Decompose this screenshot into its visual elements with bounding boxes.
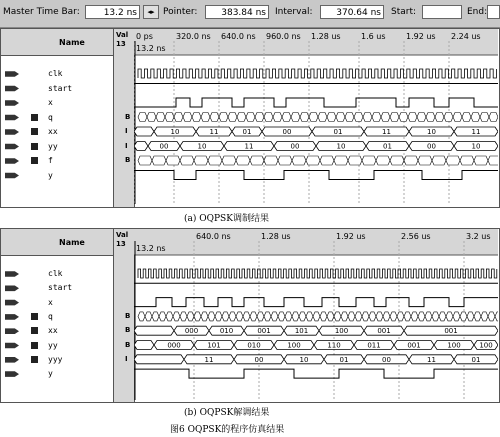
yy-value: 10 — [471, 142, 481, 151]
time-tick-label: 1.92 us — [406, 32, 436, 41]
f-segment — [138, 156, 152, 165]
q-segment — [156, 113, 165, 122]
q-segment — [192, 113, 201, 122]
master-time-bar — [0, 0, 500, 28]
q-segment — [444, 113, 453, 122]
signal-name: xx — [48, 127, 58, 136]
q-segment — [341, 312, 348, 321]
signal-name: yy — [48, 340, 58, 350]
q-segment — [215, 312, 222, 321]
figure-caption: 图6 OQPSK的程序仿真结果 — [170, 425, 285, 435]
value-header: Val — [116, 231, 129, 239]
q-segment — [467, 312, 474, 321]
time-tick-label: 2.24 us — [451, 32, 481, 41]
time-tick-label: 1.28 us — [261, 232, 291, 241]
signal-pin-icon — [5, 270, 19, 278]
q-segment — [264, 312, 271, 321]
q-segment — [183, 113, 192, 122]
yy-segment — [134, 142, 148, 151]
q-segment — [237, 113, 246, 122]
q-segment — [336, 113, 345, 122]
time-tick-label: 320.0 ns — [176, 32, 211, 41]
expand-bus-icon[interactable] — [31, 114, 38, 121]
signal-pin-icon — [5, 114, 19, 122]
signal-row-y[interactable] — [1, 169, 134, 183]
q-segment — [273, 113, 282, 122]
xx-value: 11 — [382, 128, 391, 136]
q-segment — [138, 312, 145, 321]
q-segment — [264, 113, 273, 122]
q-segment — [411, 312, 418, 321]
xx-value: 11 — [209, 128, 219, 136]
x-waveform — [134, 298, 498, 307]
xx-value: 10 — [170, 128, 180, 136]
q-segment — [345, 113, 354, 122]
signal-radix: B — [125, 311, 131, 320]
q-segment — [246, 113, 255, 122]
q-segment — [390, 312, 397, 321]
signal-name: y — [48, 170, 53, 180]
q-segment — [418, 312, 425, 321]
q-segment — [381, 113, 390, 122]
signal-name: clk — [48, 69, 63, 78]
f-segment — [250, 156, 264, 165]
signal-name: x — [48, 98, 53, 107]
yy-value: 100 — [287, 341, 301, 350]
q-segment — [488, 312, 495, 321]
signal-name: yyy — [48, 354, 63, 364]
q-segment — [228, 113, 237, 122]
y-waveform — [134, 171, 498, 180]
yyy-value: 01 — [339, 355, 349, 364]
q-segment — [327, 312, 334, 321]
q-segment — [313, 312, 320, 321]
xx-value: 11 — [471, 128, 481, 136]
signal-row-xx[interactable] — [1, 324, 134, 338]
q-segment — [210, 113, 219, 122]
q-segment — [408, 113, 417, 122]
q-segment — [489, 113, 498, 122]
q-segment — [383, 312, 390, 321]
signal-pin-icon — [5, 128, 19, 136]
caption-b: (b) OQPSK解调结果 — [184, 408, 270, 418]
f-segment — [376, 156, 390, 165]
signal-name: q — [48, 112, 53, 122]
q-segment — [397, 312, 404, 321]
signal-row-start[interactable] — [1, 281, 134, 295]
signal-radix: B — [125, 156, 131, 164]
name-column-header: Name — [1, 229, 113, 256]
time-spin-button[interactable]: ◂▸ — [143, 5, 159, 19]
q-segment — [446, 312, 453, 321]
signal-pin-icon — [5, 99, 19, 107]
q-segment — [435, 113, 444, 122]
cursor-label: 13.2 ns — [136, 44, 166, 53]
f-segment — [236, 156, 250, 165]
signal-pin-icon — [5, 370, 19, 378]
master-time-field[interactable]: 13.2 ns — [85, 5, 140, 19]
q-segment — [355, 312, 362, 321]
signal-row-yyy[interactable] — [1, 353, 134, 367]
caption-a: (a) OQPSK调制结果 — [184, 214, 269, 224]
f-segment — [208, 156, 222, 165]
q-segment — [285, 312, 292, 321]
yy-value: 10 — [197, 142, 207, 151]
signal-row-x[interactable] — [1, 296, 134, 310]
q-segment — [187, 312, 194, 321]
q-segment — [453, 312, 460, 321]
q-segment — [250, 312, 257, 321]
value-sub: 13 — [116, 40, 126, 48]
value-sub: 13 — [116, 240, 126, 248]
x-waveform — [134, 98, 498, 107]
interval-field[interactable]: 370.64 ns — [320, 5, 384, 19]
f-segment — [166, 156, 180, 165]
clk-waveform — [138, 69, 496, 78]
q-segment — [369, 312, 376, 321]
yy-segment — [134, 341, 154, 350]
q-segment — [480, 113, 489, 122]
q-segment — [453, 113, 462, 122]
f-segment — [390, 156, 404, 165]
signal-pin-icon — [5, 70, 19, 78]
time-tick-label: 960.0 ns — [266, 32, 301, 41]
q-segment — [495, 312, 498, 321]
expand-bus-icon[interactable] — [31, 327, 38, 334]
time-tick-label: 1.28 us — [311, 32, 341, 41]
waveform-panel-b — [0, 228, 500, 403]
signal-row-y[interactable] — [1, 367, 134, 381]
q-segment — [147, 113, 156, 122]
xx-value: 01 — [333, 128, 343, 136]
signal-name: clk — [48, 269, 63, 278]
signal-pin-icon — [5, 327, 19, 335]
signal-row-xx[interactable] — [1, 125, 134, 139]
yy-value: 001 — [407, 341, 421, 350]
q-segment — [417, 113, 426, 122]
q-segment — [180, 312, 187, 321]
q-segment — [165, 113, 174, 122]
timescale-bar — [134, 229, 498, 255]
signal-pin-icon — [5, 313, 19, 321]
q-segment — [460, 312, 467, 321]
q-segment — [425, 312, 432, 321]
q-segment — [471, 113, 480, 122]
cursor-label: 13.2 ns — [136, 244, 166, 253]
yy-value: 11 — [244, 142, 254, 151]
q-segment — [166, 312, 173, 321]
signal-pin-icon — [5, 342, 19, 350]
expand-bus-icon[interactable] — [31, 143, 38, 150]
clk-waveform — [138, 269, 497, 278]
yy-value: 101 — [207, 341, 221, 350]
yyy-value: 00 — [254, 355, 264, 364]
time-tick-label: 640.0 ns — [196, 232, 231, 241]
signal-row-start[interactable] — [1, 82, 134, 96]
f-segment — [278, 156, 292, 165]
signal-row-yy[interactable] — [1, 140, 134, 154]
q-segment — [201, 113, 210, 122]
xx-value: 001 — [377, 327, 391, 336]
q-segment — [474, 312, 481, 321]
expand-bus-icon[interactable] — [31, 313, 38, 320]
f-segment — [152, 156, 166, 165]
signal-pin-icon — [5, 157, 19, 165]
f-segment — [488, 156, 498, 165]
start-field[interactable] — [422, 5, 462, 19]
f-segment — [222, 156, 236, 165]
yy-value: 01 — [383, 142, 392, 151]
q-segment — [300, 113, 309, 122]
signal-row-q[interactable] — [1, 111, 134, 125]
yyy-segment — [134, 355, 184, 364]
pointer-label: Pointer: — [163, 7, 198, 17]
time-tick-label: 1.6 us — [361, 32, 386, 41]
master-time-bar-label: Master Time Bar: — [3, 7, 80, 17]
signal-radix: B — [125, 326, 131, 335]
f-segment — [320, 156, 334, 165]
yy-value: 00 — [427, 142, 436, 151]
xx-value: 001 — [257, 327, 271, 336]
q-segment — [243, 312, 250, 321]
q-segment — [334, 312, 341, 321]
expand-bus-icon[interactable] — [31, 342, 38, 349]
q-segment — [327, 113, 336, 122]
q-segment — [299, 312, 306, 321]
signal-radix: I — [125, 354, 128, 363]
q-segment — [309, 113, 318, 122]
xx-value: 010 — [219, 327, 234, 336]
f-segment — [404, 156, 418, 165]
f-segment — [292, 156, 306, 165]
waveform-area-a[interactable] — [134, 29, 498, 205]
pointer-field[interactable]: 383.84 ns — [205, 5, 269, 19]
f-segment — [348, 156, 362, 165]
xx-value: 01 — [242, 128, 252, 136]
f-segment — [446, 156, 460, 165]
signal-row-clk[interactable] — [1, 267, 134, 281]
q-segment — [138, 113, 147, 122]
time-tick-label: 2.56 us — [401, 232, 431, 241]
q-segment — [426, 113, 435, 122]
q-segment — [229, 312, 236, 321]
signal-name: start — [48, 83, 73, 93]
q-segment — [174, 113, 183, 122]
q-segment — [159, 312, 166, 321]
yy-value: 00 — [159, 142, 169, 151]
signal-pin-icon — [5, 85, 19, 93]
time-tick-label: 1.92 us — [336, 232, 366, 241]
q-segment — [432, 312, 439, 321]
signal-row-x[interactable] — [1, 96, 134, 110]
signal-pin-icon — [5, 284, 19, 292]
q-segment — [462, 113, 471, 122]
yy-value: 00 — [290, 142, 300, 151]
f-segment — [432, 156, 446, 165]
expand-bus-icon[interactable] — [31, 157, 38, 164]
signal-pin-icon — [5, 143, 19, 151]
yy-value: 000 — [167, 341, 181, 350]
xx-segment — [134, 326, 174, 335]
xx-value: 101 — [294, 327, 309, 336]
f-segment — [194, 156, 208, 165]
signal-name: y — [48, 369, 53, 379]
signal-row-yy[interactable] — [1, 339, 134, 353]
signal-radix: B — [125, 112, 131, 121]
q-segment — [376, 312, 383, 321]
q-segment — [363, 113, 372, 122]
q-segment — [173, 312, 180, 321]
q-segment — [439, 312, 446, 321]
q-segment — [236, 312, 243, 321]
f-segment — [180, 156, 194, 165]
q-segment — [399, 113, 408, 122]
signal-row-f[interactable] — [1, 154, 134, 168]
q-segment — [404, 312, 411, 321]
signal-radix: I — [125, 127, 128, 135]
waveform-panel-a — [0, 28, 500, 208]
xx-value: 000 — [184, 327, 199, 336]
q-segment — [481, 312, 488, 321]
yyy-value: 01 — [471, 355, 481, 364]
q-segment — [271, 312, 278, 321]
signal-name: f — [48, 156, 53, 165]
q-segment — [372, 113, 381, 122]
q-segment — [194, 312, 201, 321]
name-column-header: Name — [1, 29, 113, 56]
f-segment — [474, 156, 488, 165]
q-segment — [291, 113, 300, 122]
expand-bus-icon[interactable] — [31, 128, 38, 135]
q-segment — [152, 312, 159, 321]
signal-pin-icon — [5, 299, 19, 307]
yy-value: 110 — [327, 341, 341, 350]
signal-name: start — [48, 283, 73, 293]
f-segment — [334, 156, 348, 165]
q-segment — [390, 113, 399, 122]
f-segment — [264, 156, 278, 165]
f-segment — [362, 156, 376, 165]
yy-value: 010 — [247, 341, 261, 350]
signal-name: xx — [48, 326, 58, 336]
f-segment — [418, 156, 432, 165]
start-label: Start: — [391, 7, 417, 17]
signal-radix: B — [125, 340, 131, 349]
xx-value: 00 — [282, 128, 292, 136]
q-segment — [320, 312, 327, 321]
q-segment — [348, 312, 355, 321]
signal-row-q[interactable] — [1, 310, 134, 324]
value-header: Val — [116, 31, 129, 39]
q-segment — [257, 312, 264, 321]
waveform-area-b[interactable] — [134, 229, 498, 400]
yy-value: 10 — [336, 142, 346, 151]
time-tick-label: 640.0 ns — [221, 32, 256, 41]
y-waveform — [134, 369, 498, 378]
signal-name: x — [48, 297, 53, 307]
expand-bus-icon[interactable] — [31, 356, 38, 363]
signal-pin-icon — [5, 356, 19, 364]
q-segment — [255, 113, 264, 122]
q-segment — [292, 312, 299, 321]
signal-row-clk[interactable] — [1, 67, 134, 81]
q-segment — [362, 312, 369, 321]
q-segment — [201, 312, 208, 321]
xx-value: 100 — [334, 327, 349, 336]
q-segment — [222, 312, 229, 321]
q-segment — [219, 113, 228, 122]
q-segment — [278, 312, 285, 321]
end-label: End: — [467, 7, 488, 17]
q-segment — [354, 113, 363, 122]
f-segment — [460, 156, 474, 165]
xx-value: 001 — [444, 327, 458, 336]
xx-segment — [134, 127, 154, 136]
signal-pin-icon — [5, 172, 19, 180]
yy-value: 011 — [367, 341, 381, 350]
signal-name: q — [48, 311, 53, 321]
signal-radix: I — [125, 141, 128, 150]
f-segment — [306, 156, 320, 165]
yy-value: 100 — [447, 341, 461, 350]
q-segment — [208, 312, 215, 321]
q-segment — [318, 113, 327, 122]
yyy-value: 11 — [204, 355, 214, 364]
xx-value: 10 — [427, 128, 436, 136]
q-segment — [306, 312, 313, 321]
q-segment — [282, 113, 291, 122]
interval-label: Interval: — [275, 7, 313, 17]
yyy-value: 10 — [299, 355, 309, 364]
yyy-value: 11 — [427, 355, 436, 364]
q-segment — [145, 312, 152, 321]
time-tick-label: 3.2 us — [466, 232, 491, 241]
yyy-value: 00 — [382, 355, 391, 364]
signal-name: yy — [48, 141, 58, 151]
yy-value: 100 — [479, 341, 493, 350]
end-field[interactable] — [487, 5, 500, 19]
time-tick-label: 0 ps — [136, 32, 153, 41]
